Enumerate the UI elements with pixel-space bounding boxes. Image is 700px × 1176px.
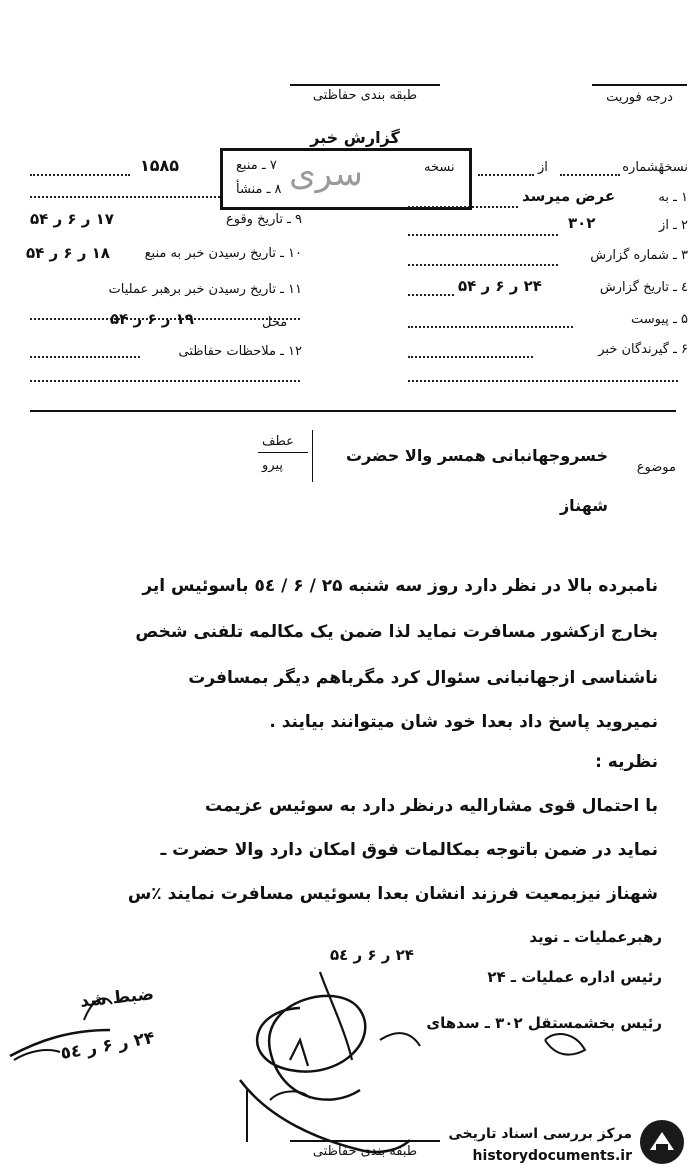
field-12-label: ۱۲ ـ ملاحظات حفاظتی: [178, 344, 302, 359]
subject-label: موضوع: [636, 460, 676, 475]
leader-signature: رهبرعملیات ـ نوید: [529, 928, 662, 946]
watermark-logo-icon: [640, 1120, 684, 1164]
body-line-7: شهناز نیزبمعیت فرزند انشان بعدا بسوئیس مسافرت نمایند ٪س: [127, 884, 658, 904]
field-10-label: ۱۰ ـ تاریخ رسیدن خبر به منبع: [144, 246, 302, 261]
from-label: از: [538, 160, 548, 175]
field-1-value: عرض میرسد: [522, 187, 616, 205]
body-line-5: با احتمال قوی مشارالیه درنظر دارد به سوئیس عزیمت: [205, 796, 658, 816]
copy-number-label: نسخهٔشماره: [622, 160, 688, 175]
report-title: گزارش خبر: [310, 128, 400, 147]
left-note-handwritten: ضبط شد: [79, 984, 155, 1012]
field-4-label: ٤ ـ تاریخ گزارش: [599, 280, 688, 295]
subject-line-1: خسروجهانبانی همسر والا حضرت: [346, 446, 608, 465]
bottom-classification-label: طبقه بندی حفاظتی: [312, 1144, 418, 1159]
top-classification-label: طبقه بندی حفاظتی: [312, 88, 418, 103]
field-9-value: ۱۷ ر ۶ ر ۵۴: [30, 210, 114, 228]
field-7-label: ۷ ـ منبع: [236, 158, 277, 173]
field-6-label: ۶ ـ گیرندگان خبر: [598, 342, 688, 357]
field-8-label: ۸ ـ منشأ: [236, 182, 282, 197]
watermark-url: historydocuments.ir: [472, 1148, 632, 1164]
body-line-2: بخارج ازکشور مسافرت نماید لذا ضمن یک مکالمه تلفنی شخص: [135, 622, 658, 642]
dept-head-signature: رئیس اداره عملیات ـ ۲۴: [487, 968, 662, 986]
field-9-label: ۹ ـ تاریخ وقوع: [225, 212, 302, 227]
body-line-6: نماید در ضمن باتوجه بمکالمات فوق امکان دارد والا حضرت ـ: [160, 840, 658, 860]
nazarieh-heading: نظریه :: [595, 752, 658, 772]
footer-box-left-border: [246, 1090, 248, 1142]
body-line-1: نامبرده بالا در نظر دارد روز سه شنبه ۲۵ / ۶ / ٥٤ باسوئیس ایر: [142, 576, 658, 596]
field-2-value: ۳۰۲: [568, 214, 596, 232]
watermark-title: مرکز بررسی اسناد تاریخی: [448, 1126, 632, 1142]
atf-label: عطف: [262, 434, 294, 449]
section-head-signature: رئیس بخشمستقل ۳۰۲ ـ سدهای: [426, 1014, 662, 1032]
field-2-label: ۲ ـ از: [659, 218, 688, 233]
field-11-label: ۱۱ ـ تاریخ رسیدن خبر برهبر عملیات: [108, 282, 302, 297]
secret-stamp-text: سری: [289, 154, 363, 194]
field-4-value: ۲۴ ر ۶ ر ۵۴: [458, 277, 542, 295]
field-10-value: ۱۸ ر ۶ ر ۵۴: [26, 244, 110, 262]
subject-line-2: شهناز: [559, 496, 608, 515]
field-11-value: ۱۹ ر ۶ ر ۵۴: [110, 310, 194, 328]
field-1-label: ۱ ـ به: [658, 190, 688, 205]
field-7-value: ۱۵۸۵: [140, 156, 180, 175]
field-5-label: ۵ ـ پیوست: [631, 312, 688, 327]
bottom-classification-line: [290, 1140, 440, 1142]
body-line-3: ناشناسی ازجهانبانی سئوال کرد مگرباهم دیگر بمسافرت: [188, 668, 658, 688]
body-line-4: نمیروید پاسخ داد بعدا خود شان میتوانند بیایند .: [269, 712, 658, 732]
urgency-label: درجه فوریت: [606, 90, 673, 105]
peyro-label: پیرو: [262, 458, 283, 473]
leader-signature-date: ۲۴ ر ۶ ر ۵٤: [330, 946, 414, 964]
left-date-handwritten: ۲۴ ر ۶ ر ٥٤: [58, 1027, 157, 1065]
field-3-label: ۳ ـ شماره گزارش: [590, 248, 688, 263]
field-11-place-label: محل: [262, 315, 288, 330]
copy-label: نسخه: [424, 160, 455, 175]
